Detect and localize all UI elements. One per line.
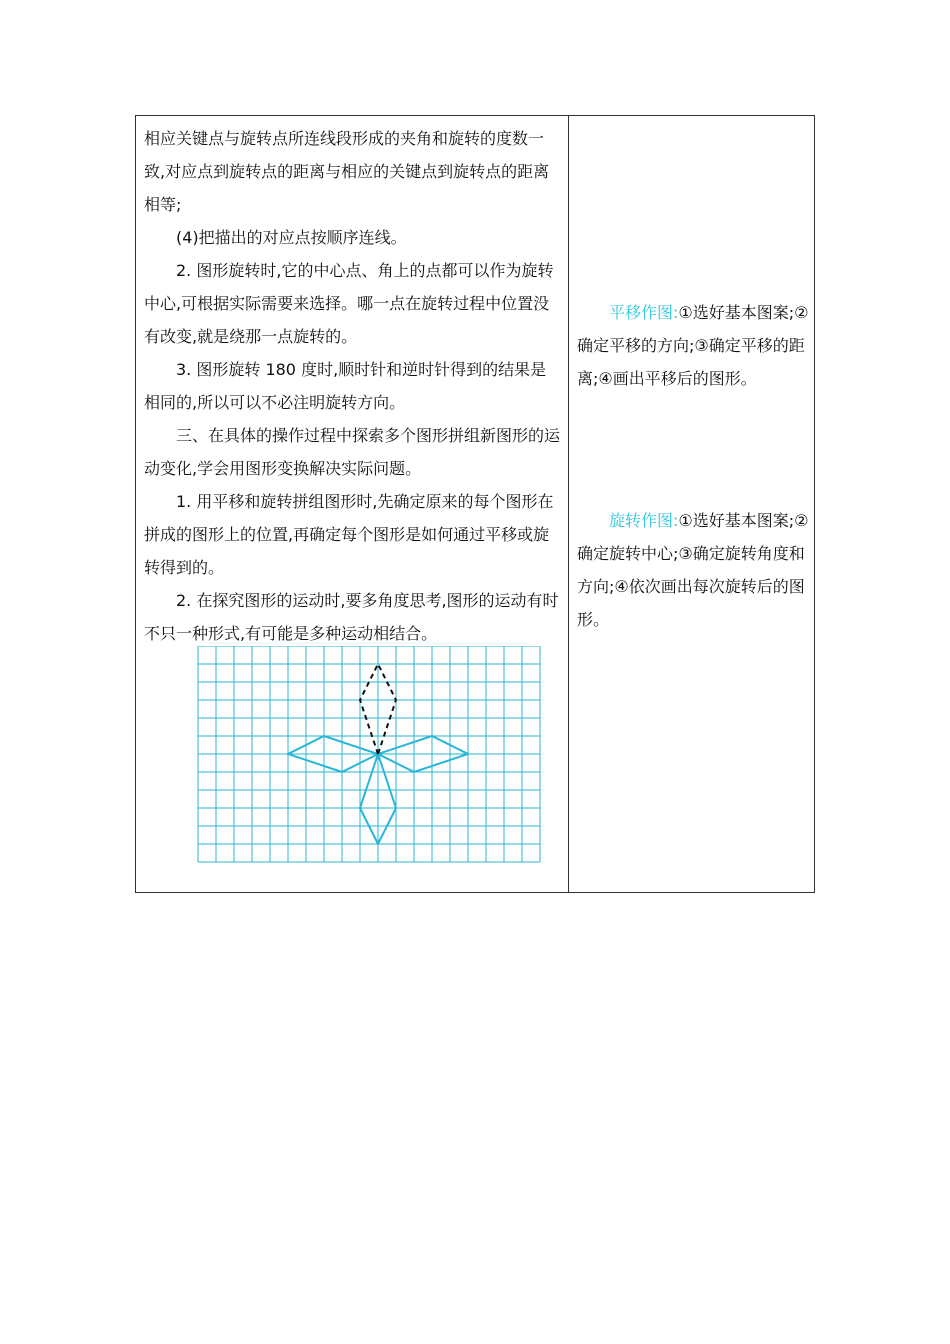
left-column (144, 122, 562, 650)
column-divider (568, 116, 569, 892)
translation-note (577, 296, 809, 395)
paragraph-rotation-center: 2. 图形旋转时,它的中心点、角上的点都可以作为旋转中心,可根据实际需要来选择。哪一点在旋转过程中位置没有改变,就是绕那一点旋转的。 (144, 261, 554, 346)
translation-text: ①选好基本图案;②确定平移的方向;③确定平移的距离;④画出平移后的图形。 (577, 303, 809, 388)
content-table (135, 115, 815, 893)
paragraph-step-4: (4)把描出的对应点按顺序连线。 (176, 228, 407, 247)
paragraph-explore-motion: 2. 在探究图形的运动时,要多角度思考,图形的运动有时不只一种形式,有可能是多种运动相结合。 (144, 591, 559, 643)
paragraph-continuation: 相应关键点与旋转点所连线段形成的夹角和旋转的度数一致,对应点到旋转点的距离与相应的关键点到旋转点的距离相等; (144, 129, 550, 214)
paragraph-rotation-180: 3. 图形旋转 180 度时,顺时针和逆时针得到的结果是相同的,所以可以不必注明旋转方向。 (144, 360, 547, 412)
rotation-text: ①选好基本图案;②确定旋转中心;③确定旋转角度和方向;④依次画出每次旋转后的图形。 (577, 511, 809, 629)
paragraph-section-3: 三、在具体的操作过程中探索多个图形拼组新图形的运动变化,学会用图形变换解决实际问题。 (144, 426, 561, 478)
rotation-note (577, 504, 809, 636)
rotation-keyword: 旋转作图: (609, 511, 679, 530)
paragraph-combine-shapes: 1. 用平移和旋转拼组图形时,先确定原来的每个图形在拼成的图形上的位置,再确定每个图形是如何通过平移或旋转得到的。 (144, 492, 554, 577)
translation-keyword: 平移作图: (609, 303, 679, 322)
grid-lines (198, 646, 540, 862)
rotation-grid-figure (197, 646, 543, 868)
